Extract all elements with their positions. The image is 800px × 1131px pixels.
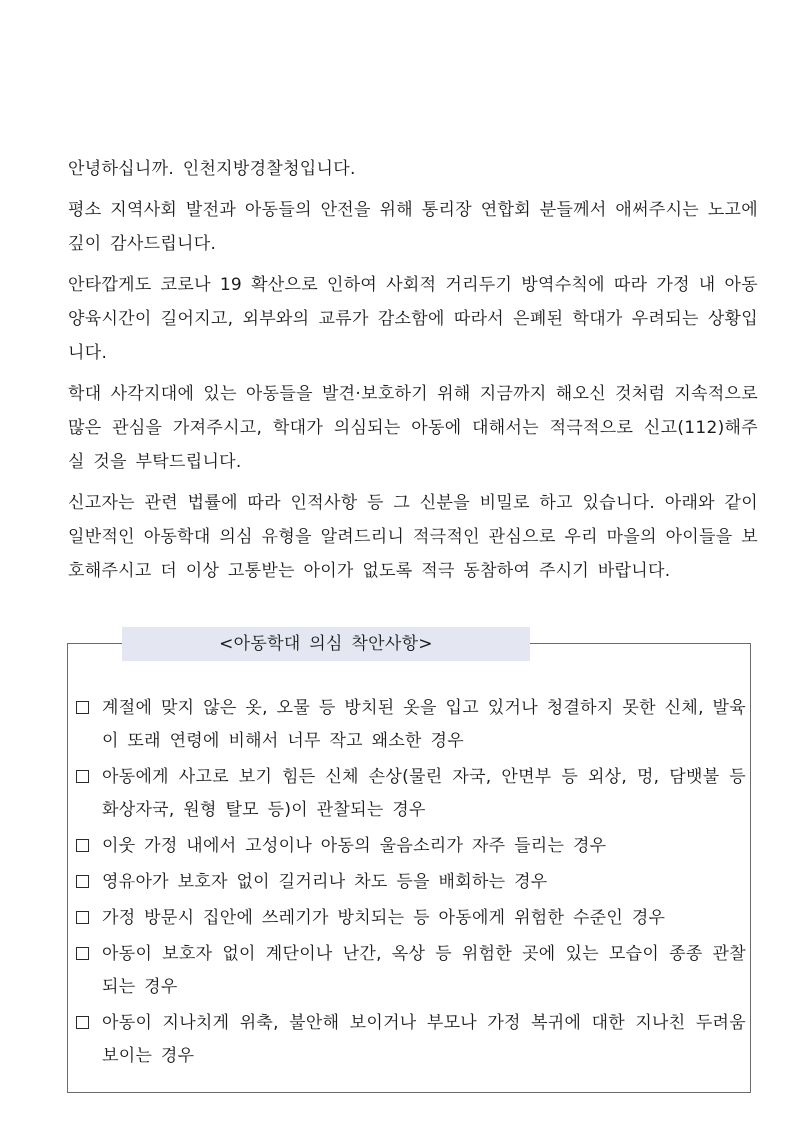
confidentiality-paragraph: 신고자는 관련 법률에 따라 인적사항 등 그 신분을 비밀로 하고 있습니다. 아래와 같이 일반적인 아동학대 의심 유형을 알려드리니 적극적인 관심으로 우리 마을의 아이들을 보호해주시고 더 이상 고통받는 아이가 없도록 적극 동참하여 주시기 바랍니다.: [68, 493, 758, 581]
thanks-paragraph: 평소 지역사회 발전과 아동들의 안전을 위해 통리장 연합회 분들께서 애써주시는 노고에 깊이 감사드립니다.: [68, 200, 758, 254]
list-item-text: 영유아가 보호자 없이 길거리나 차도 등을 배회하는 경우: [102, 872, 548, 892]
checkbox-icon: [76, 911, 89, 924]
list-item-text: 아동에게 사고로 보기 힘든 신체 손상(물린 자국, 안면부 등 외상, 멍, 담뱃불 등 화상자국, 원형 탈모 등)이 관찰되는 경우: [102, 767, 746, 820]
list-item-text: 이웃 가정 내에서 고성이나 아동의 울음소리가 자주 들리는 경우: [102, 836, 607, 856]
list-item: [76, 938, 746, 1004]
list-item: [76, 830, 746, 863]
list-item: [76, 866, 746, 899]
list-item-text: 아동이 지나치게 위축, 불안해 보이거나 부모나 가정 복귀에 대한 지나친 두려움 보이는 경우: [102, 1013, 746, 1066]
abuse-indicator-list: [76, 692, 746, 1076]
checkbox-icon: [76, 947, 89, 960]
list-item: [76, 761, 746, 827]
checkbox-icon: [76, 875, 89, 888]
checkbox-icon: [76, 1016, 89, 1029]
list-item: [76, 1007, 746, 1073]
checkbox-icon: [76, 839, 89, 852]
request-paragraph: 학대 사각지대에 있는 아동들을 발견·보호하기 위해 지금까지 해오신 것처럼 지속적으로 많은 관심을 가져주시고, 학대가 의심되는 아동에 대해서는 적극적으로 신고(112)해주실 것을 부탁드립니다.: [68, 384, 758, 472]
list-item: [76, 692, 746, 758]
list-item-text: 아동이 보호자 없이 계단이나 난간, 옥상 등 위험한 곳에 있는 모습이 종종 관찰되는 경우: [102, 944, 746, 997]
checkbox-icon: [76, 770, 89, 783]
letter-body: [68, 152, 758, 595]
checklist-title: <아동학대 의심 착안사항>: [219, 634, 433, 654]
list-item-text: 계절에 맞지 않은 옷, 오물 등 방치된 옷을 입고 있거나 청결하지 못한 신체, 발육이 또래 연령에 비해서 너무 작고 왜소한 경우: [102, 698, 747, 751]
list-item-text: 가정 방문시 집안에 쓰레기가 방치되는 등 아동에게 위험한 수준인 경우: [102, 908, 666, 928]
list-item: [76, 902, 746, 935]
covid-context-paragraph: 안타깝게도 코로나 19 확산으로 인하여 사회적 거리두기 방역수칙에 따라 가정 내 아동 양육시간이 길어지고, 외부와의 교류가 감소함에 따라서 은폐된 학대가 우려되는 상황입니다.: [68, 275, 758, 363]
greeting-paragraph: 안녕하십니까. 인천지방경찰청입니다.: [68, 159, 356, 179]
checkbox-icon: [76, 701, 89, 714]
